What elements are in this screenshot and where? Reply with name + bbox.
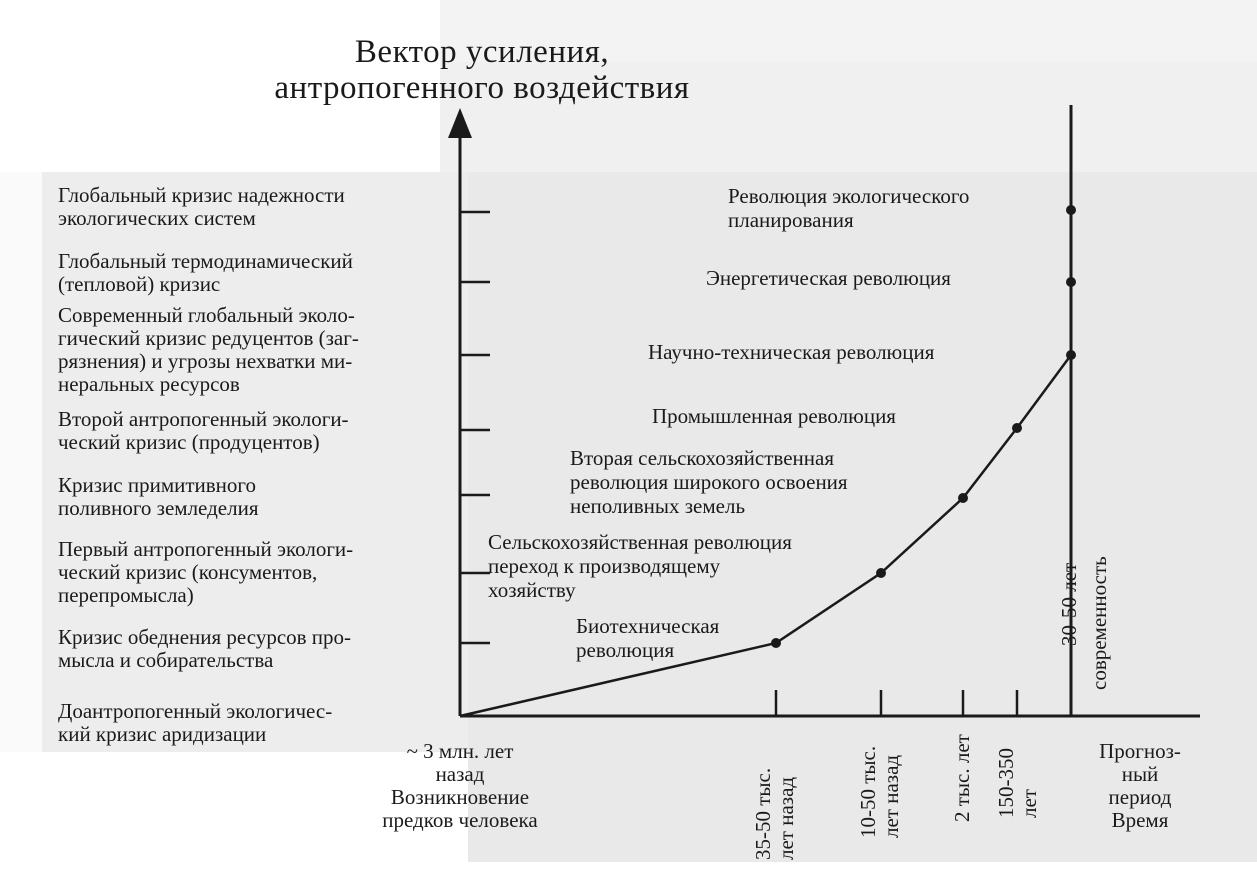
x-label-line: Время	[1111, 808, 1169, 832]
revolution-line: Энергетическая революция	[706, 266, 951, 290]
revolution-line: планирования	[728, 208, 854, 232]
revolution-line: Биотехническая	[576, 614, 720, 638]
revolution-second-agricultural	[570, 446, 848, 518]
crisis-line: мысла и собирательства	[58, 648, 274, 672]
crisis-line: Доантропогенный экологичес-	[58, 699, 333, 723]
crisis-line: ческий кризис (консументов,	[58, 560, 318, 584]
revolution-line: хозяйству	[488, 578, 576, 602]
crisis-line: перепромысла)	[58, 583, 194, 607]
crisis-line: Кризис обеднения ресурсов про-	[58, 625, 352, 649]
revolution-line: Промышленная революция	[652, 404, 896, 428]
x-label-line: 30-50 лет	[1057, 562, 1081, 646]
x-label-line: 35-50 тыс.	[751, 767, 775, 860]
x-label-line: 2 тыс. лет	[950, 734, 974, 822]
crisis-line: Глобальный кризис надежности	[58, 183, 345, 207]
crisis-line: Второй антропогенный экологи-	[58, 407, 349, 431]
x-label-150-350	[995, 748, 1041, 818]
title-line-2: антропогенного воздействия	[274, 70, 690, 106]
revolution-line: Вторая сельскохозяйственная	[570, 446, 834, 470]
revolution-line: революция широкого освоения	[570, 470, 848, 494]
title-line-1: Вектор усиления,	[354, 34, 610, 70]
crisis-line: гический кризис редуцентов (заг-	[58, 326, 359, 350]
crisis-global-reliability	[58, 184, 448, 230]
point-scientific-technical	[1066, 350, 1076, 360]
crisis-line: кий кризис аридизации	[58, 722, 267, 746]
revolution-agricultural	[488, 530, 792, 602]
revolution-line: переход к производящему	[488, 554, 721, 578]
point-biotechnical	[771, 638, 781, 648]
point-industrial	[1012, 423, 1022, 433]
crisis-line: Современный глобальный эколо-	[58, 303, 355, 327]
x-label-line: ~ 3 млн. лет	[406, 739, 514, 763]
y-axis-ticks	[460, 212, 490, 643]
revolution-line: неполивных земель	[570, 494, 746, 518]
crisis-line: рязнения) и угрозы нехватки ми-	[58, 349, 353, 373]
point-energy	[1066, 277, 1076, 287]
x-label-line: предков человека	[382, 808, 538, 832]
crisis-producers	[58, 408, 448, 454]
revolution-line: Революция экологического	[728, 184, 970, 208]
x-label-line: лет	[1017, 789, 1041, 818]
crisis-consumers	[58, 538, 448, 607]
crisis-line: неральных ресурсов	[58, 372, 240, 396]
x-label-line: 10-50 тыс.	[856, 745, 880, 838]
x-label-line: лет назад	[774, 776, 798, 860]
point-second-agricultural	[958, 493, 968, 503]
revolution-scientific-technical	[648, 340, 934, 364]
y-axis-arrow-icon	[448, 108, 472, 138]
x-label-line: лет назад	[879, 754, 903, 838]
crisis-line: (тепловой) кризис	[58, 272, 221, 296]
crisis-thermodynamic	[58, 250, 448, 296]
revolution-line: революция	[576, 638, 675, 662]
point-ecological-planning	[1066, 205, 1076, 215]
crisis-line: Глобальный термодинамический	[58, 249, 353, 273]
crisis-line: поливного земледелия	[58, 496, 259, 520]
x-label-35-50k	[752, 768, 798, 860]
x-label-line: ный	[1121, 762, 1159, 786]
x-label-present	[1088, 556, 1111, 690]
x-label-line: Прогноз-	[1099, 739, 1181, 763]
crisis-line: Первый антропогенный экологи-	[58, 537, 354, 561]
revolution-energy	[706, 266, 951, 290]
x-label-forecast	[1080, 740, 1200, 832]
revolution-line: Научно-техническая революция	[648, 340, 935, 364]
crisis-reducers	[58, 304, 448, 396]
x-label-origin	[360, 740, 560, 832]
point-agricultural	[876, 568, 886, 578]
x-label-2k	[951, 734, 974, 822]
x-label-line: современность	[1087, 556, 1111, 690]
x-label-line: 150-350	[994, 748, 1018, 818]
x-axis-ticks	[776, 690, 1071, 716]
x-label-line: Возникновение	[390, 785, 530, 809]
x-label-line: назад	[435, 762, 485, 786]
revolution-biotechnical	[576, 614, 719, 662]
revolution-line: Сельскохозяйственная революция	[488, 530, 792, 554]
x-label-10-50k	[857, 746, 903, 838]
crisis-line: Кризис примитивного	[58, 473, 257, 497]
crisis-gathering-resources	[58, 626, 448, 672]
crisis-line: экологических систем	[58, 206, 256, 230]
x-label-30-50	[1058, 563, 1081, 646]
crisis-primitive-irrigation	[58, 474, 448, 520]
revolution-ecological-planning	[728, 184, 969, 232]
x-label-line: период	[1108, 785, 1172, 809]
crisis-line: ческий кризис (продуцентов)	[58, 430, 320, 454]
revolution-industrial	[652, 404, 896, 428]
